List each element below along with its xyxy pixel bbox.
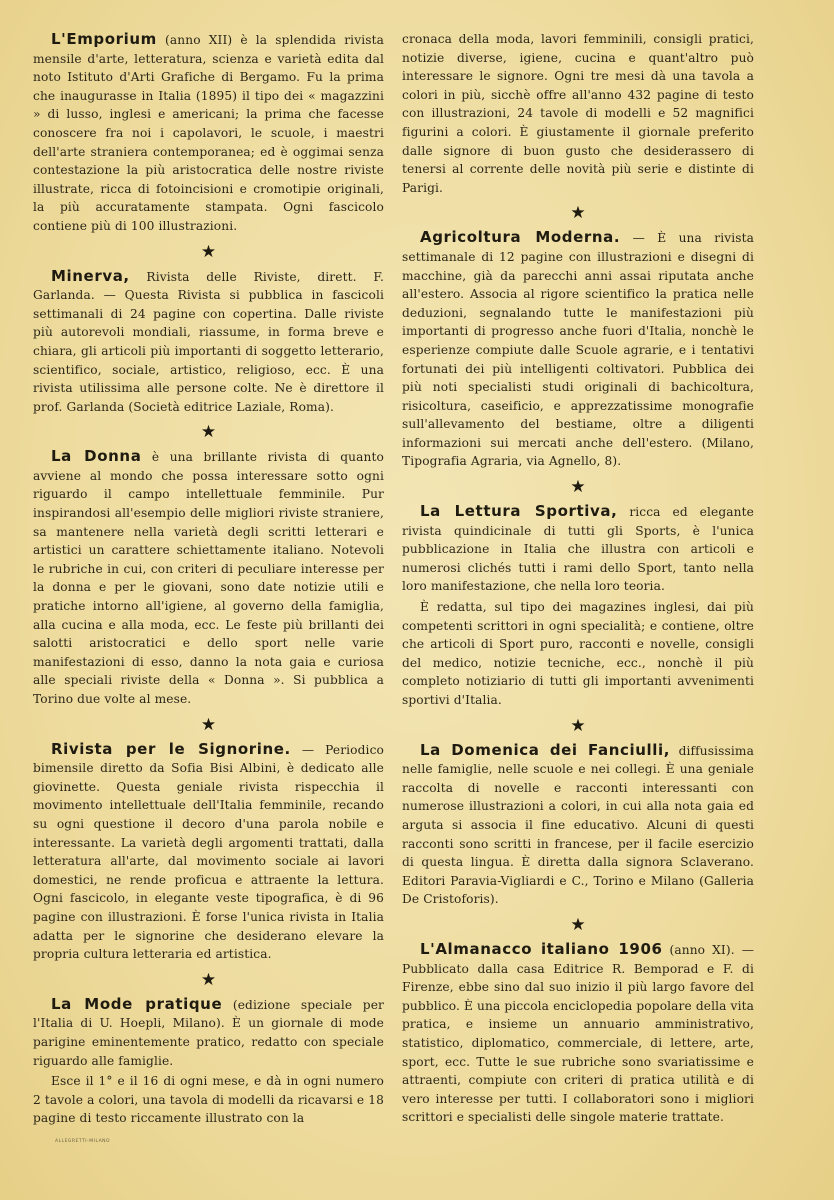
entry-domenica-fanciulli — [402, 741, 754, 909]
entry-title: La Domenica dei Fanciulli, — [420, 740, 671, 759]
entry-title: L'Almanacco italiano 1906 — [420, 939, 663, 958]
star-separator: ★ — [570, 203, 586, 224]
entry-text: ricca ed elegante rivista quindicinale di tutti gli Sports, è l'unica pubblicazione in Italia che illustra con articoli e numerosi clichés tutti i rami dello Sport, tanto nella loro manifestazione, che nella loro teoria. — [402, 505, 754, 594]
entry-text: è una brillante rivista di quanto avviene al mondo che possa interessare sotto ogni riguardo il campo intellettuale femminile. Pur inspirandosi all'esempio delle migliori riviste straniere, sa mantenere nella varietà degli scritti letterari e artistici un carattere schiettamente italiano. Notevoli le rubriche in cui, con criteri di peculiare interesse per la donna e per le giovani, sono date notizie utili e pratiche intorno all'igiene, al governo della famiglia, alla cucina e alla moda, ecc. Le feste più brillanti dei salotti aristocratici e dello sport nelle varie manifestazioni di esso, danno la nota gaia e curiosa alle speciali riviste della « Donna ». Si pubblica a Torino due volte al mese. — [33, 450, 384, 706]
entry-rivista-signorine — [33, 740, 384, 964]
entry-text: È redatta, sul tipo dei magazines inglesi, dai più competenti scrittori in ogni specialità; e contiene, oltre che articoli di Sport puro, racconti e novelle, consigli del medico, notizie tecniche, ecc., nonchè il più completo notiziario di tutti gli importanti avvenimenti sportivi d'Italia. — [402, 600, 754, 707]
entry-mode-pratique-continued — [33, 1072, 384, 1128]
printer-imprint: ALLEGRETTI-MILANO — [55, 1139, 111, 1144]
entry-lettura-sportiva — [402, 502, 754, 596]
entry-text: (edizione speciale per l'Italia di U. Hoepli, Milano). È un giornale di mode parigine eminentemente pratico, redatto con speciale riguardo alle famiglie. — [33, 997, 385, 1068]
entry-title: La Mode pratique — [51, 994, 223, 1013]
entry-almanacco-italiano — [402, 940, 754, 1127]
left-column — [33, 30, 384, 1128]
entry-minerva — [33, 267, 384, 417]
entry-title: Minerva, — [51, 266, 130, 285]
star-separator: ★ — [200, 714, 217, 735]
entry-title: La Donna — [51, 447, 142, 466]
star-separator: ★ — [200, 241, 217, 262]
entry-title: Agricoltura Moderna. — [420, 228, 621, 247]
entry-la-donna — [33, 447, 384, 708]
star-separator: ★ — [570, 715, 586, 736]
entry-mode-pratique — [33, 995, 384, 1070]
star-separator: ★ — [570, 914, 586, 935]
entry-text: cronaca della moda, lavori femminili, consigli pratici, notizie diverse, igiene, cucina e quant'altro può interessare le signore. Ogni tre mesi dà una tavola a colori in più, sicchè offre all'anno 432 pagine di testo con illustrazioni, 24 tavole di modelli e 52 magnifici figurini a colori. È giustamente il giornale preferito dalle signore di buon gusto che desiderassero di tenersi al corrente delle novità più serie e distinte di Parigi. — [402, 32, 754, 195]
entry-agricoltura-moderna — [402, 228, 754, 471]
right-column — [402, 30, 754, 1127]
star-separator: ★ — [200, 422, 217, 443]
entry-text: (anno XI). — Pubblicato dalla casa Editrice R. Bemporad e F. di Firenze, ebbe sino dal suo inizio il più largo favore del pubblico. È una piccola enciclopedia popolare della vita pratica, e insieme un annuario amministrativo, statistico, diplomatico, commerciale, di lettere, arte, sport, ecc. Tutte le sue rubriche sono svariatissime e attraenti, compiute con criteri di pratica utilità e di vero interesse per tutti. I collaboratori sono i migliori scrittori e specialisti delle singole materie trattate. — [402, 942, 754, 1125]
entry-title: L'Emporium — [51, 30, 157, 48]
entry-text: Esce il 1° e il 16 di ogni mese, e dà in ogni numero 2 tavole a colori, una tavola di modelli da ricavarsi e 18 pagine di testo riccamente illustrato con la — [33, 1074, 384, 1126]
entry-mode-pratique-tail — [402, 30, 754, 197]
entry-lettura-sportiva-continued — [402, 598, 754, 710]
entry-text: diffusissima nelle famiglie, nelle scuole e nei collegi. È una geniale raccolta di novelle e racconti interessanti con numerose illustrazioni a colori, in cui alla nota gaia ed arguta si associa il fine educativo. Alcuni di questi racconti sono scritti in francese, per il facile esercizio di questa lingua. È diretta dalla signora Sclaverano. Editori Paravia-Vigliardi e C., Torino e Milano (Galleria De Cristoforis). — [402, 743, 754, 907]
entry-text: — È una rivista settimanale di 12 pagine con illustrazioni e disegni di macchine, già da parecchi anni assai riputata anche all'estero. Associa al rigore scientifico la pratica nelle deduzioni, segnalando tutte le manifestazioni più importanti di progresso anche fuori d'Italia, nonchè le esperienze compiute dalle Scuole agrarie, e i tentativi fortunati dei più intelligenti coltivatori. Pubblica dei più noti specialisti studi originali di bachicoltura, risicoltura, caseificio, e apprezzatissime monografie sull'allevamento del bestiame, oltre a diligenti informazioni sui mercati anche dell'estero. (Milano, Tipografia Agraria, via Agnello, 8). — [402, 231, 755, 469]
star-separator: ★ — [570, 477, 586, 498]
entry-title: La Lettura Sportiva, — [420, 502, 618, 521]
entry-text: — Periodico bimensile diretto da Sofia Bisi Albini, è dedicato alle giovinette. Questa geniale rivista rispecchia il movimento intellettuale dell'Italia femminile, recando su ogni questione il decoro d'una parola nobile e interessante. La varietà degli argomenti trattati, dalla letteratura all'arte, dal movimento sociale ai lavori domestici, ne rende proficua e attraente la lettura. Ogni fascicolo, in elegante veste tipografica, è di 96 pagine con illustrazioni. È forse l'unica rivista in Italia adatta per le signorine che desiderano elevare la propria cultura letteraria ed artistica. — [33, 742, 384, 962]
entry-emporium — [33, 30, 384, 236]
star-separator: ★ — [200, 969, 217, 990]
entry-text: Rivista delle Riviste, dirett. F. Garlanda. — Questa Rivista si pubblica in fascicoli settimanali di 24 pagine con copertina. Dalle riviste più autorevoli mondiali, riassume, in forma breve e chiara, gli articoli più importanti di soggetto letterario, scientifico, sociale, artistico, religioso, ecc. È una rivista utilissima alle persone colte. Ne è direttore il prof. Garlanda (Società editrice Laziale, Roma). — [33, 269, 384, 414]
entry-title: Rivista per le Signorine. — [51, 739, 291, 758]
entry-text: (anno XII) è la splendida rivista mensile d'arte, letteratura, scienza e varietà edita dal noto Istituto d'Arti Grafiche di Bergamo. Fu la prima che inaugurasse in Italia (1895) il tipo dei « magazzini » di lusso, inglesi e americani; la prima che facesse conoscere fra noi i capolavori, le scuole, i maestri dell'arte straniera contemporanea; ed è oggimai senza contestazione la più aristocratica delle nostre riviste illustrate, ricca di fotoincisioni e cromotipie originali, la più accuratamente stampata. Ogni fascicolo contiene più di 100 illustrazioni. — [33, 33, 384, 233]
